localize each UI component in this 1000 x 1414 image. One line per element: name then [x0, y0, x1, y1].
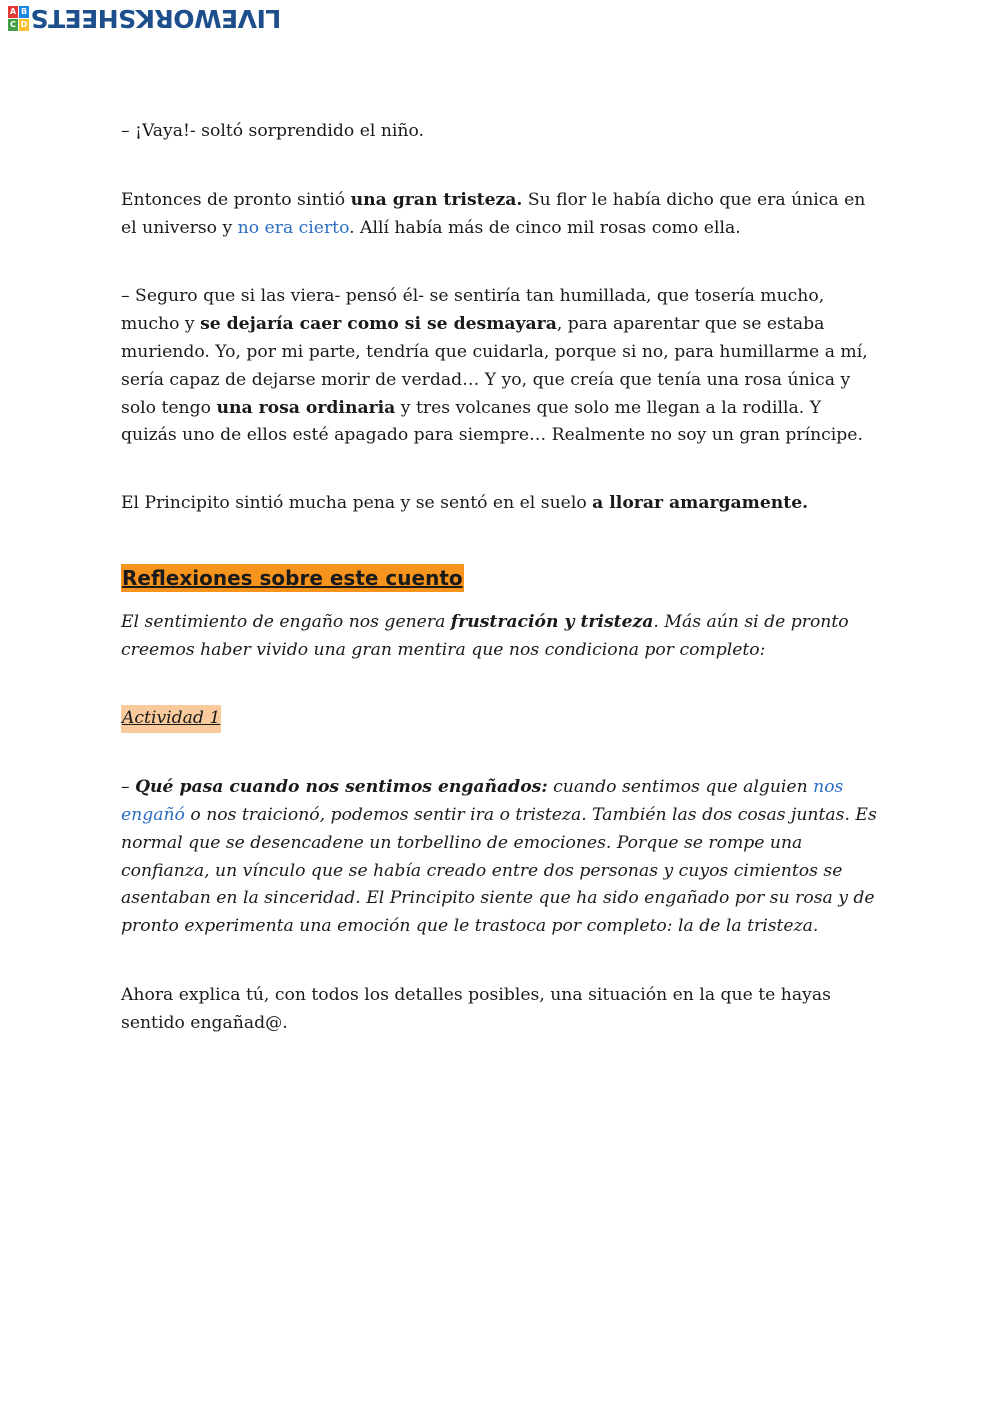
activity-instruction: Ahora explica tú, con todos los detalles posibles, una situación en la que te hayas sentido engañad@.: [121, 984, 831, 1033]
logo-text: LIVEWORKSHEETS: [31, 4, 282, 33]
text-span: El Principito sintió mucha pena y se sentó en el suelo: [121, 493, 593, 514]
text-span: –: [121, 777, 136, 798]
logo-letter-blocks: [8, 6, 29, 31]
document-body: [121, 112, 881, 1038]
text-span: , para aparentar que se estaba muriendo. Yo, por mi parte, tendría que cuidarla, porque si no, para humillarme a mí, sería capaz de dejarse morir de verdad… Y yo, que creía que tenía una rosa única y solo tengo: [121, 314, 868, 418]
bold-text: a llorar amargamente.: [592, 493, 809, 514]
section-intro: [121, 609, 881, 665]
text-span: Entonces de pronto sintió: [121, 189, 351, 210]
activity-label: Actividad 1: [121, 705, 221, 733]
text-span: y tres volcanes que solo me llegan a la rodilla. Y quizás uno de ellos esté apagado para siempre… Realmente no soy un gran príncipe.: [121, 397, 863, 446]
logo-block-a: A: [9, 7, 17, 16]
section-heading: Reflexiones sobre este cuento: [122, 565, 463, 590]
text-span: . Allí había más de cinco mil rosas como ella.: [349, 217, 741, 238]
paragraph-crying: [121, 490, 881, 518]
logo-block-c: C: [8, 19, 18, 31]
logo-block-b: B: [20, 7, 28, 16]
bold-text: se dejaría caer como si se desmayara: [200, 314, 557, 335]
text-span: . Más aún si de pronto creemos haber vivido una gran mentira que nos condiciona por completo:: [121, 611, 849, 660]
text-span: El sentimiento de engaño nos genera: [121, 611, 451, 632]
text-span: Su flor le había dicho que era única en el universo y: [121, 189, 866, 238]
link-nos-engano[interactable]: nos engañó: [121, 777, 844, 825]
text-span: – ¡Vaya!- soltó sorprendido el niño.: [121, 121, 424, 141]
paragraph-monologue: [121, 283, 881, 450]
paragraph-sadness: [121, 187, 881, 243]
bold-text: Qué pasa cuando nos sentimos engañados:: [135, 777, 548, 798]
text-span: cuando sentimos que alguien: [547, 777, 814, 798]
text-span: o nos traicionó, podemos sentir ira o tristeza. También las dos cosas juntas. Es normal que se desencadene un torbellino de emociones. Porque se rompe una confianza, un vínculo que se había creado entre dos personas y cuyos cimientos se asentaban en la sinceridad. El Principito siente que ha sido engañado por su rosa y de pronto experimenta una emoción que le trastoca por completo: la de la tristeza.: [121, 804, 877, 937]
liveworksheets-logo: [8, 4, 281, 33]
bold-text: frustración y tristeza: [450, 611, 654, 632]
activity-text: [121, 774, 881, 941]
link-no-era-cierto[interactable]: no era cierto: [237, 217, 350, 238]
bold-text: una gran tristeza.: [350, 189, 523, 210]
paragraph-exclamation: [121, 118, 881, 146]
text-span: – Seguro que si las viera- pensó él- se sentiría tan humillada, que tosería mucho, mucho y: [121, 286, 825, 335]
logo-block-d: D: [20, 20, 28, 29]
bold-text: una rosa ordinaria: [216, 397, 396, 418]
